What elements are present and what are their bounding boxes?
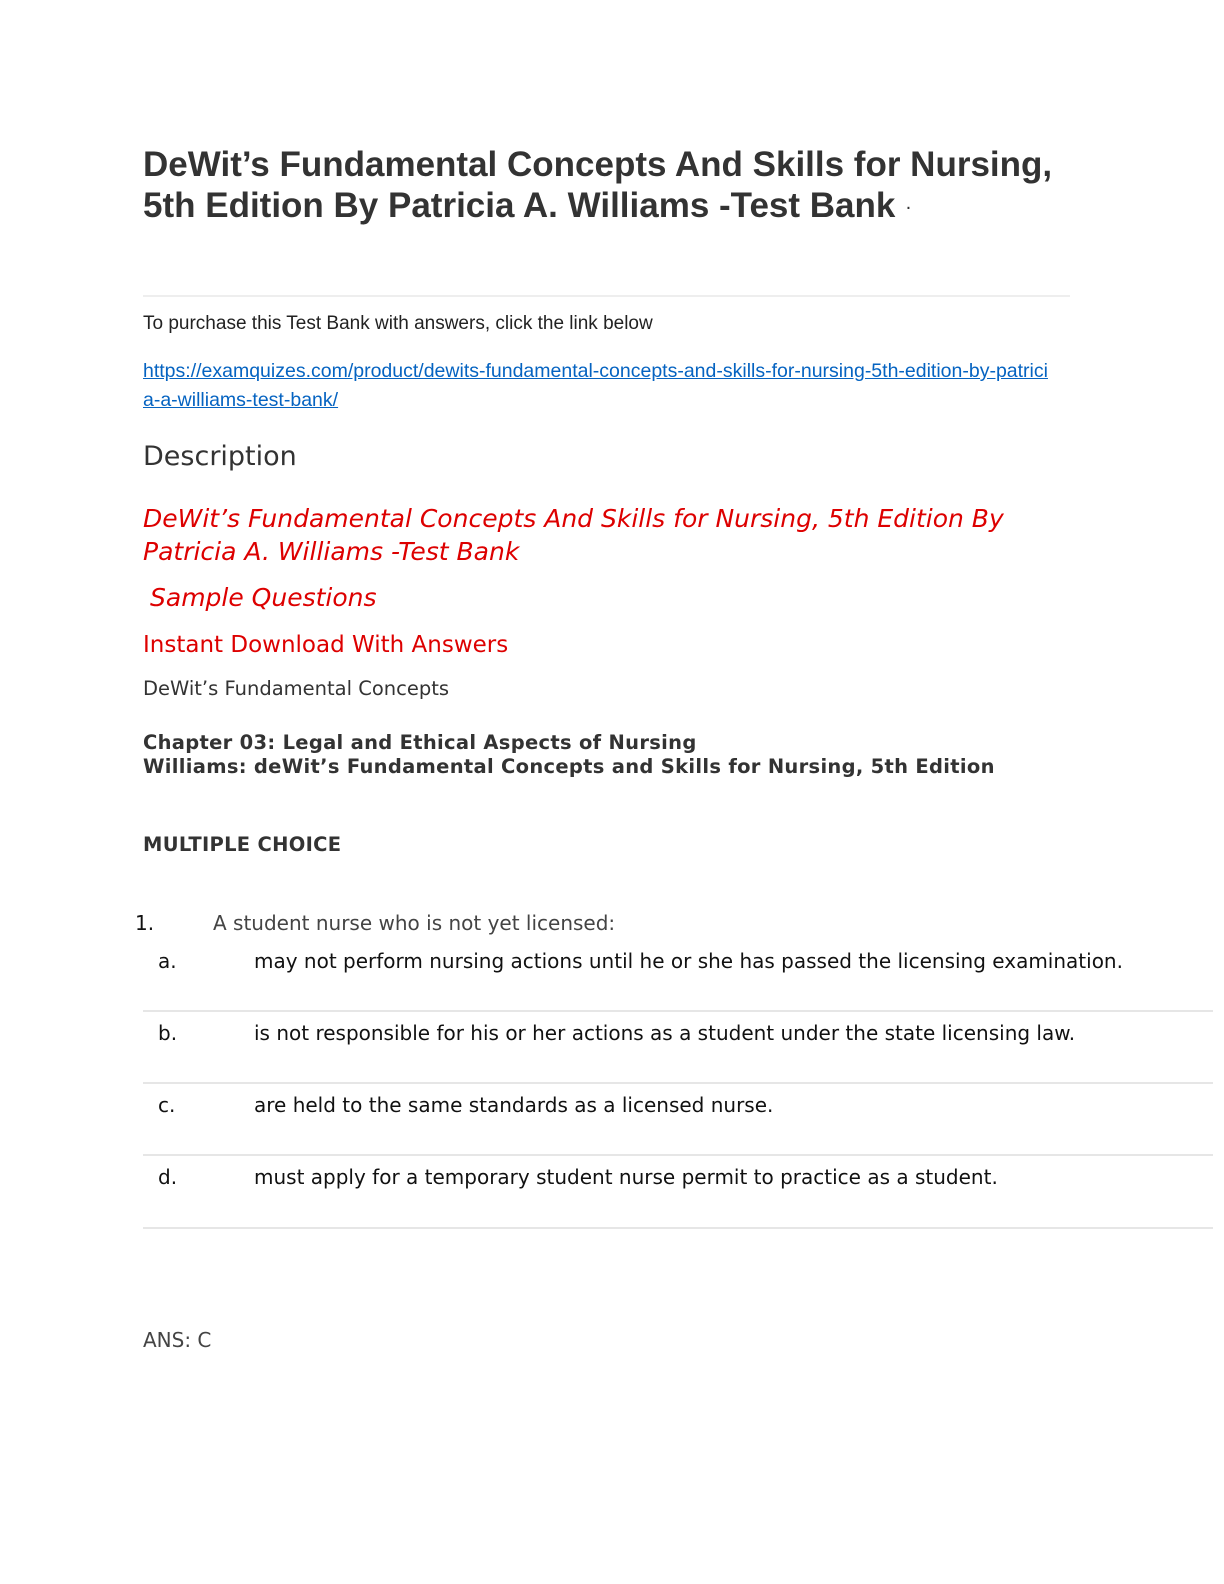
option-text: must apply for a temporary student nurse permit to practice as a student.	[254, 1165, 998, 1189]
title-dot: ·	[905, 196, 912, 219]
divider	[143, 295, 1070, 297]
option-letter: b.	[158, 1021, 178, 1045]
option-text: is not responsible for his or her actions as a student under the state licensing law.	[254, 1021, 1076, 1045]
option-text: may not perform nursing actions until he or she has passed the licensing examination.	[254, 949, 1123, 973]
answer-key: ANS: C	[143, 1328, 212, 1352]
product-link[interactable]: https://examquizes.com/product/dewits-fundamental-concepts-and-skills-for-nursing-5th-edition-by-patricia-a-williams-test-bank/	[143, 360, 1048, 411]
description-heading: Description	[143, 441, 297, 472]
purchase-instructions: To purchase this Test Bank with answers, click the link below	[143, 313, 653, 334]
option-text: are held to the same standards as a licensed nurse.	[254, 1093, 774, 1117]
option-row	[143, 1012, 1213, 1084]
concepts-line: DeWit’s Fundamental Concepts	[143, 677, 450, 700]
chapter-heading	[143, 731, 995, 779]
page-title	[143, 144, 1063, 228]
book-title: Williams: deWit’s Fundamental Concepts and Skills for Nursing, 5th Edition	[143, 755, 995, 778]
sample-questions-heading: Sample Questions	[150, 583, 377, 612]
option-letter: c.	[158, 1093, 176, 1117]
answer-options	[143, 940, 1213, 1229]
section-heading: MULTIPLE CHOICE	[143, 833, 342, 856]
chapter-title: Chapter 03: Legal and Ethical Aspects of Nursing	[143, 731, 697, 754]
red-title: DeWit’s Fundamental Concepts And Skills for Nursing, 5th Edition By Patricia A. Williams -Test Bank	[143, 504, 1004, 566]
option-letter: d.	[158, 1165, 178, 1189]
question-number: 1.	[135, 911, 155, 935]
page-title-text: DeWit’s Fundamental Concepts And Skills for Nursing, 5th Edition By Patricia A. Williams -Test Bank	[143, 145, 1053, 225]
option-letter: a.	[158, 949, 177, 973]
question-text: A student nurse who is not yet licensed:	[213, 911, 616, 935]
option-row	[143, 1084, 1213, 1156]
option-row	[143, 940, 1213, 1012]
instant-download-text: Instant Download With Answers	[143, 632, 509, 658]
option-row	[143, 1156, 1213, 1229]
